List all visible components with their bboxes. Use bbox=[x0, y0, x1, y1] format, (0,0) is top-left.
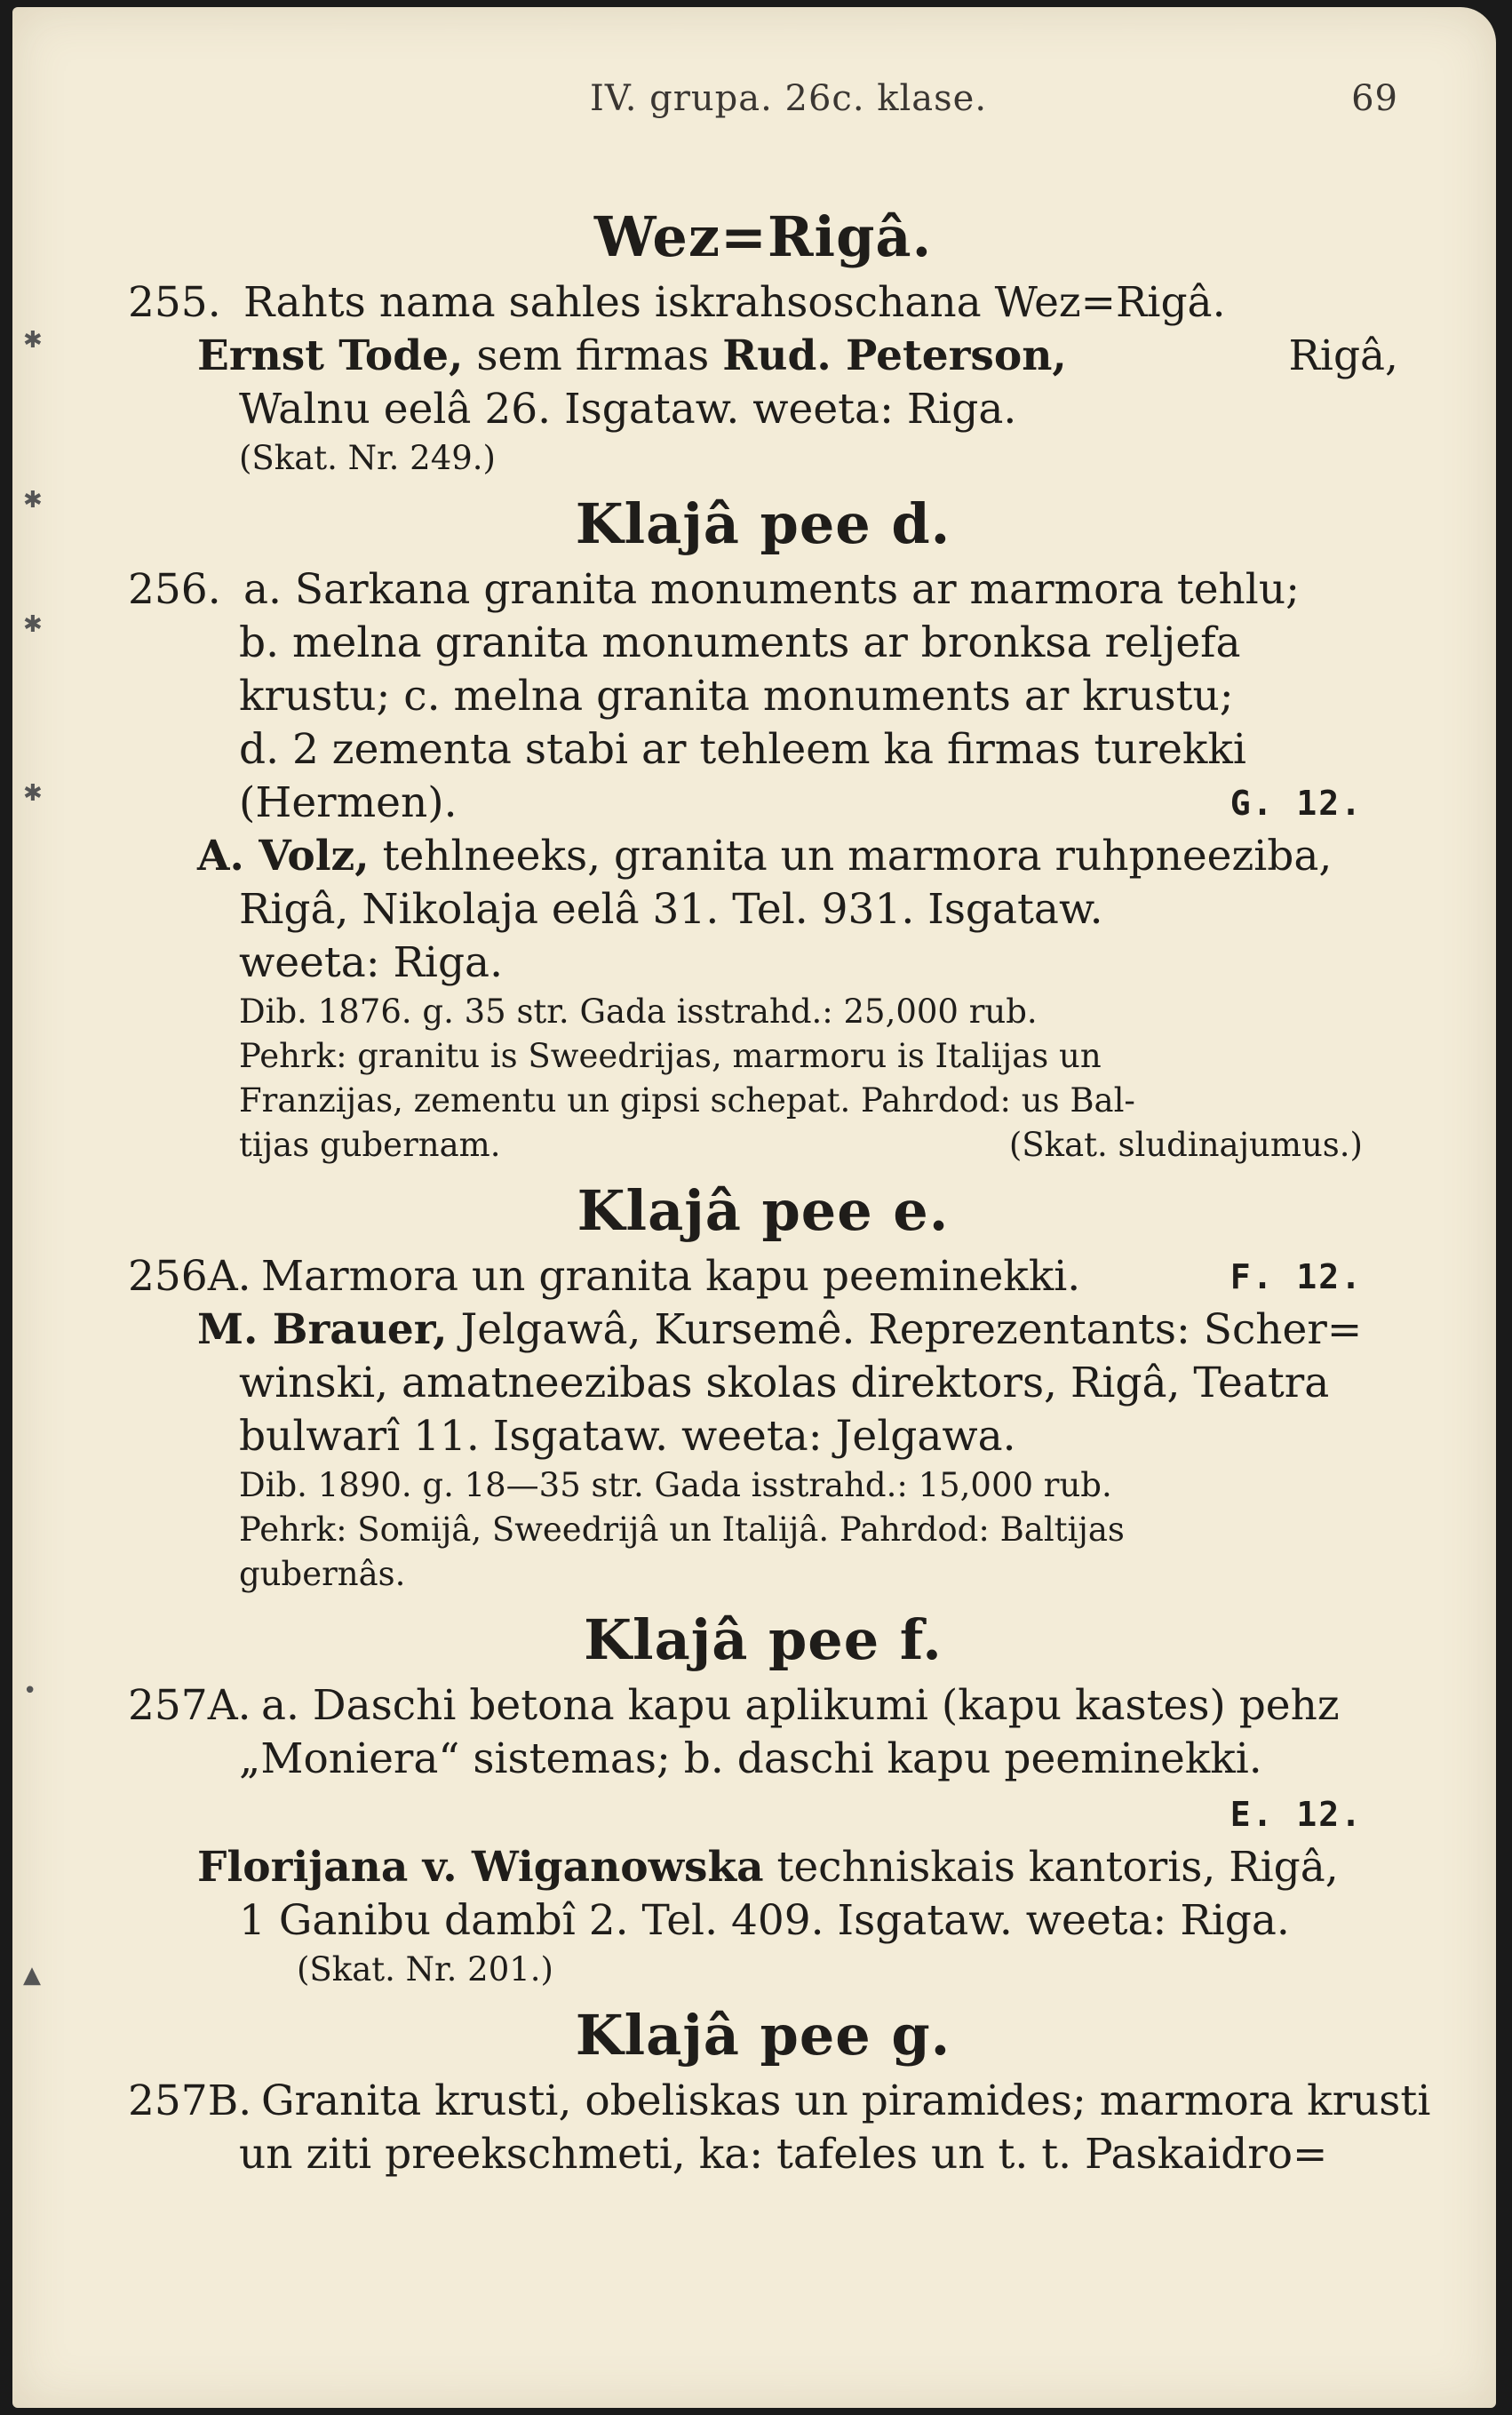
entry-256a-detail: gubernâs. bbox=[239, 1555, 406, 1593]
entry-256a-line: bulwarî 11. Isgataw. weeta: Jelgawa. bbox=[239, 1412, 1016, 1461]
class-code: G. 12. bbox=[1229, 784, 1363, 823]
entry-256-detail bbox=[128, 1123, 1398, 1168]
entry-text: techniskais kantoris, Rigâ, bbox=[776, 1843, 1339, 1892]
entry-number: 257B. bbox=[128, 2076, 252, 2125]
entry-257a-line bbox=[128, 1841, 1398, 1894]
entry-256-line: krustu; c. melna granita monuments ar krustu; bbox=[239, 672, 1234, 721]
entry-number: 256. bbox=[128, 565, 221, 614]
section-heading: Klajâ pee f. bbox=[584, 1607, 943, 1672]
entry-text: tehlneeks, granita un marmora ruhpneeziba, bbox=[382, 832, 1333, 881]
entry-255-line: Walnu eelâ 26. Isgataw. weeta: Riga. bbox=[239, 385, 1017, 434]
entry-255-line bbox=[128, 276, 1398, 330]
entry-256-detail: Pehrk: granitu is Sweedrijas, marmoru is Italijas un bbox=[239, 1037, 1102, 1075]
entry-text: Rahts nama sahles iskrahsoschana Wez=Rigâ. bbox=[243, 278, 1226, 327]
section-heading: Klajâ pee e. bbox=[577, 1178, 950, 1243]
entry-256a-detail: Dib. 1890. g. 18—35 str. Gada isstrahd.: 15,000 rub. bbox=[239, 1466, 1112, 1504]
entry-257b-line bbox=[128, 2075, 1431, 2128]
exhibitor-name: A. Volz, bbox=[197, 832, 370, 881]
entry-text: sem firmas bbox=[476, 331, 710, 380]
entry-text: a. Sarkana granita monuments ar marmora tehlu; bbox=[243, 565, 1300, 614]
exhibitor-name: Florijana v. Wiganowska bbox=[197, 1843, 764, 1892]
entry-256-line bbox=[128, 777, 1398, 830]
entry-256-line bbox=[128, 830, 1398, 883]
entry-256a-line: winski, amatneezibas skolas direktors, Rigâ, Teatra bbox=[239, 1359, 1330, 1407]
margin-marks bbox=[12, 7, 84, 2408]
margin-mark: ▲ bbox=[23, 1962, 41, 1989]
entry-text: Jelgawâ, Kursemê. Reprezentants: Scher= bbox=[460, 1305, 1363, 1354]
entry-256a-line bbox=[128, 1250, 1398, 1303]
margin-mark: ✱ bbox=[23, 780, 43, 807]
entry-text: Granita krusti, obeliskas un piramides; marmora krusti bbox=[261, 2076, 1431, 2125]
entry-257a-line: 1 Ganibu dambî 2. Tel. 409. Isgataw. weeta: Riga. bbox=[239, 1896, 1290, 1945]
entry-256a-detail: Pehrk: Somijâ, Sweedrijâ un Italijâ. Pahrdod: Baltijas bbox=[239, 1510, 1125, 1549]
exhibitor-name: Ernst Tode, bbox=[197, 331, 464, 380]
entry-255-line bbox=[128, 330, 1398, 383]
entry-text: (Skat. sludinajumus.) bbox=[1008, 1126, 1363, 1164]
entry-255-ref: (Skat. Nr. 249.) bbox=[239, 439, 496, 477]
entry-256-line: d. 2 zementa stabi ar tehleem ka firmas turekki bbox=[239, 725, 1246, 774]
entry-number: 255. bbox=[128, 278, 221, 327]
entry-256-detail: Franzijas, zementu un gipsi schepat. Pahrdod: us Bal- bbox=[239, 1081, 1135, 1120]
entry-257a-line bbox=[128, 1679, 1398, 1733]
entry-256-line: weeta: Riga. bbox=[239, 938, 504, 987]
entry-text: Marmora un granita kapu peeminekki. bbox=[261, 1252, 1081, 1301]
entry-text: a. Daschi betona kapu aplikumi (kapu kastes) pehz bbox=[261, 1681, 1340, 1730]
entry-256-line: b. melna granita monuments ar bronksa reljefa bbox=[239, 618, 1241, 667]
entry-257a-line: „Moniera“ sistemas; b. daschi kapu peeminekki. bbox=[239, 1734, 1262, 1783]
page-number: 69 bbox=[1351, 78, 1398, 119]
entry-257b-line: un ziti preekschmeti, ka: tafeles un t. t. Paskaidro= bbox=[239, 2130, 1328, 2179]
entry-256a-line bbox=[128, 1303, 1398, 1357]
entry-257a-ref: (Skat. Nr. 201.) bbox=[297, 1950, 553, 1989]
exhibitor-name: M. Brauer, bbox=[197, 1305, 448, 1354]
section-heading: Wez=Rigâ. bbox=[593, 204, 933, 269]
margin-mark: ✱ bbox=[23, 611, 43, 638]
running-title: IV. grupa. 26c. klase. bbox=[590, 78, 988, 119]
entry-number: 256A. bbox=[128, 1252, 251, 1301]
page-header bbox=[128, 43, 1398, 194]
entry-256-detail: Dib. 1876. g. 35 str. Gada isstrahd.: 25,000 rub. bbox=[239, 992, 1038, 1031]
entry-256-line bbox=[128, 563, 1398, 617]
book-page bbox=[12, 7, 1496, 2408]
entry-257a-line bbox=[128, 1786, 1398, 1841]
entry-text: (Hermen). bbox=[239, 778, 458, 827]
margin-mark: • bbox=[23, 1678, 37, 1704]
entry-text: Rigâ, bbox=[1288, 331, 1398, 380]
entry-256-line: Rigâ, Nikolaja eelâ 31. Tel. 931. Isgataw. bbox=[239, 885, 1103, 934]
margin-mark: ✱ bbox=[23, 327, 43, 354]
section-heading: Klajâ pee d. bbox=[575, 491, 951, 556]
class-code: F. 12. bbox=[1229, 1257, 1363, 1296]
entry-text: tijas gubernam. bbox=[239, 1126, 501, 1164]
page-content bbox=[128, 43, 1431, 2181]
section-heading: Klajâ pee g. bbox=[575, 2003, 951, 2068]
margin-mark: ✱ bbox=[23, 487, 43, 514]
entry-number: 257A. bbox=[128, 1681, 251, 1730]
firm-name: Rud. Peterson, bbox=[722, 331, 1067, 380]
class-code: E. 12. bbox=[1229, 1795, 1363, 1834]
